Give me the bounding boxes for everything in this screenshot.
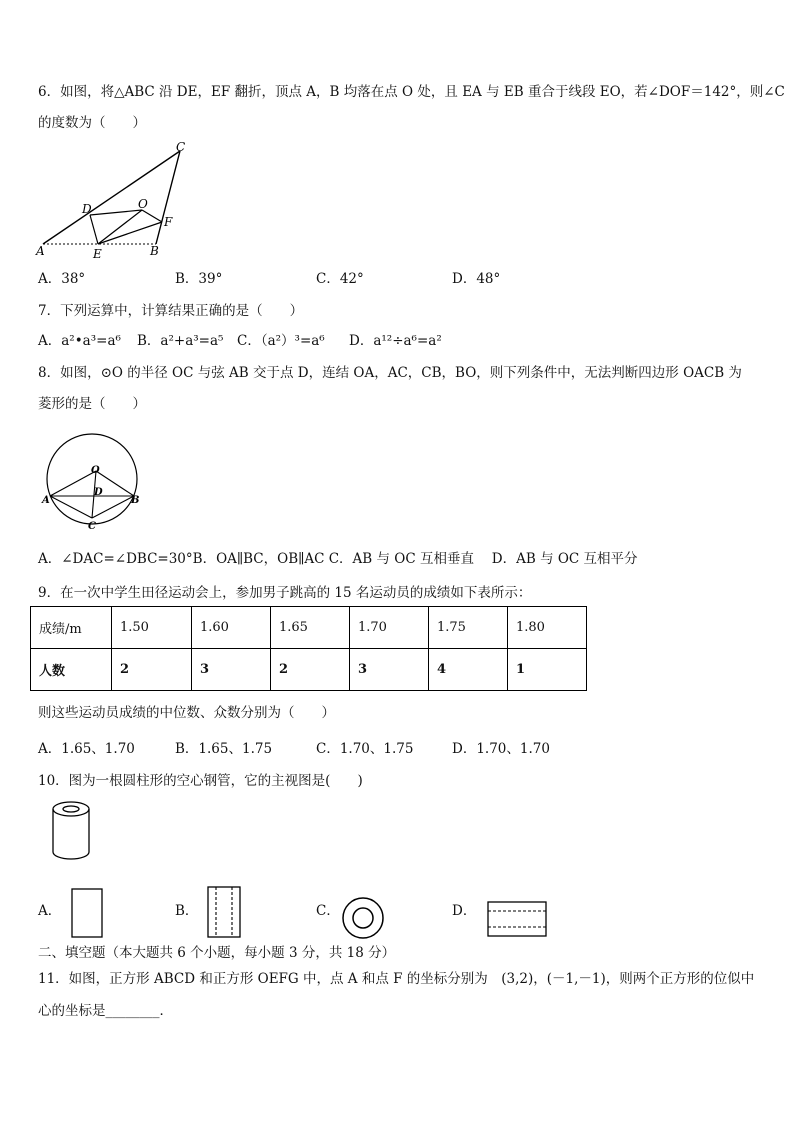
table-cell: 1.80 xyxy=(508,607,587,649)
q10-option-d-figure[interactable] xyxy=(486,900,550,940)
table-cell: 1.70 xyxy=(350,607,429,649)
table-cell: 3 xyxy=(350,649,429,691)
circle-O xyxy=(47,434,140,524)
table-cell: 1.65 xyxy=(271,607,350,649)
q9-option-c[interactable]: C．1.70、1.75 xyxy=(316,741,414,757)
label-B: B xyxy=(150,244,159,258)
table-cell: 1 xyxy=(508,649,587,691)
q10-option-c-figure[interactable] xyxy=(340,895,386,941)
q9-option-d[interactable]: D．1.70、1.70 xyxy=(452,741,550,757)
q7-option-b[interactable]: B．a²+a³=a⁵ xyxy=(137,333,224,349)
q9-stem: 9．在一次中学生田径运动会上，参加男子跳高的 15 名运动员的成绩如下表所示： xyxy=(38,585,532,601)
q6-option-d[interactable]: D．48° xyxy=(452,271,501,287)
q10-option-b[interactable]: B． xyxy=(175,903,199,919)
q7-stem: 7．下列运算中，计算结果正确的是（ ） xyxy=(38,303,304,319)
table-row xyxy=(31,607,587,649)
q10-hollow-pipe-figure xyxy=(50,800,95,862)
label-D: D xyxy=(82,202,92,216)
table-cell: 4 xyxy=(429,649,508,691)
label-C: C xyxy=(176,140,186,154)
q10-option-b-figure[interactable] xyxy=(206,885,242,939)
table-cell: 1.75 xyxy=(429,607,508,649)
q8-options[interactable]: A．∠DAC=∠DBC=30°B．OA∥BC，OB∥AC C．AB 与 OC 互相垂直 D．AB 与 OC 互相平分 xyxy=(38,551,638,567)
q10-option-a-figure[interactable] xyxy=(70,887,106,939)
q11-stem-line2: 心的坐标是________． xyxy=(38,1003,173,1019)
table-cell: 2 xyxy=(271,649,350,691)
label-C: C xyxy=(88,521,96,532)
q7-option-c[interactable]: C．（a²）³=a⁶ xyxy=(237,333,325,349)
label-D: D xyxy=(94,487,103,498)
table-row xyxy=(31,649,587,691)
segment-DE xyxy=(90,215,98,244)
label-O: O xyxy=(91,465,100,476)
segment-OA xyxy=(50,471,96,496)
table-cell: 2 xyxy=(112,649,192,691)
table-cell: 1.50 xyxy=(112,607,192,649)
segment-DO xyxy=(90,210,142,215)
label-B: B xyxy=(131,495,140,506)
label-E: E xyxy=(93,247,102,261)
q6-option-b[interactable]: B．39° xyxy=(175,271,223,287)
q10-stem: 10．图为一根圆柱形的空心钢管，它的主视图是( ) xyxy=(38,773,363,789)
table-cell: 1.60 xyxy=(192,607,271,649)
segment-OF xyxy=(142,210,162,222)
label-F: F xyxy=(164,215,173,229)
q7-option-d[interactable]: D．a¹²÷a⁶=a² xyxy=(349,333,442,349)
q10-option-d[interactable]: D． xyxy=(452,903,477,919)
label-A: A xyxy=(36,244,45,258)
segment-EF xyxy=(98,222,162,244)
segment-EO xyxy=(98,210,142,244)
q11-stem-line1: 11．如图，正方形 ABCD 和正方形 OEFG 中，点 A 和点 F 的坐标分别为 (3,2)，(－1,－1)，则两个正方形的位似中 xyxy=(38,971,755,987)
q8-circle-figure xyxy=(38,428,148,533)
table-cell: 3 xyxy=(192,649,271,691)
q6-stem-line1: 6．如图，将△ABC 沿 DE，EF 翻折，顶点 A，B 均落在点 O 处，且 EA 与 EB 重合于线段 EO，若∠DOF＝142°，则∠C xyxy=(38,84,785,100)
q6-option-a[interactable]: A．38° xyxy=(38,271,86,287)
q6-triangle-figure xyxy=(30,138,200,263)
q9-question: 则这些运动员成绩的中位数、众数分别为（ ） xyxy=(38,705,335,721)
label-A: A xyxy=(42,495,50,506)
q10-option-a[interactable]: A． xyxy=(38,903,62,919)
q6-stem-line2: 的度数为（ ） xyxy=(38,115,146,131)
q9-option-b[interactable]: B．1.65、1.75 xyxy=(175,741,273,757)
section-2-title: 二、填空题（本大题共 6 个小题，每小题 3 分，共 18 分） xyxy=(38,945,396,961)
q8-stem-line2: 菱形的是（ ） xyxy=(38,396,146,412)
label-O: O xyxy=(138,197,148,211)
q9-score-table xyxy=(30,606,587,691)
q6-option-c[interactable]: C．42° xyxy=(316,271,364,287)
q8-stem-line1: 8．如图，⊙O 的半径 OC 与弦 AB 交于点 D，连结 OA，AC，CB，BO，则下列条件中，无法判断四边形 OACB 为 xyxy=(38,365,742,381)
q9-option-a[interactable]: A．1.65、1.70 xyxy=(38,741,135,757)
q7-option-a[interactable]: A．a²•a³=a⁶ xyxy=(38,333,121,349)
table-header-cell: 人数 xyxy=(31,649,112,691)
q10-option-c[interactable]: C． xyxy=(316,903,340,919)
table-header-cell: 成绩/m xyxy=(31,607,112,649)
